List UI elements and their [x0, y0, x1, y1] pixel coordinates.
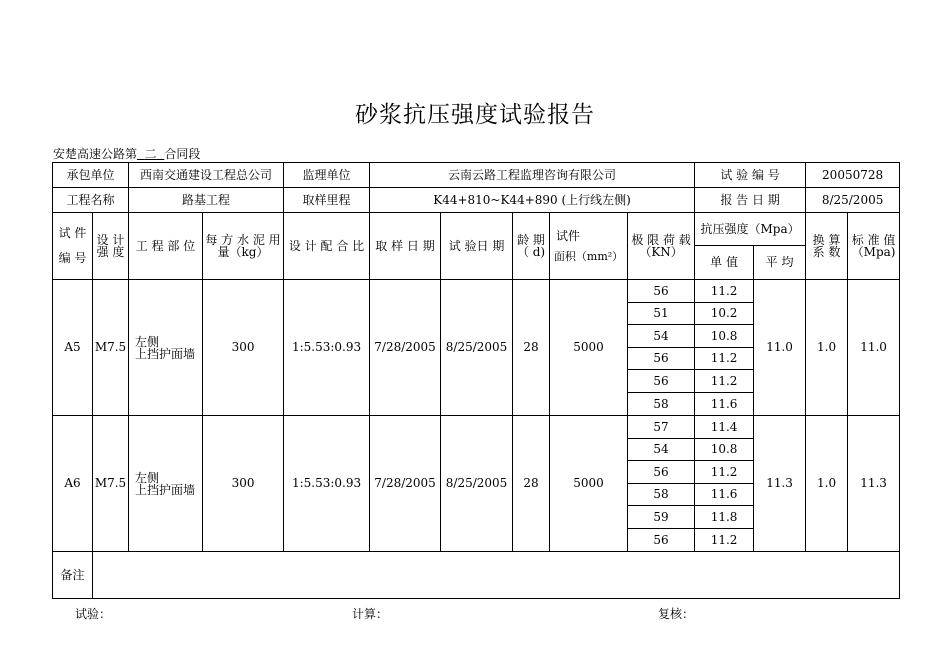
standard-value: 11.3: [848, 416, 900, 552]
average-value: 11.0: [754, 280, 806, 416]
header-specimen-no: [53, 213, 93, 280]
footer-test: 试验：: [75, 607, 112, 621]
test-date: 8/25/2005: [441, 416, 513, 552]
report-title: 砂浆抗压强度试验报告: [355, 102, 595, 128]
single-value: 11.8: [695, 506, 754, 529]
table-row: [53, 416, 900, 439]
project-value: 路基工程: [129, 188, 284, 213]
part-line1: 左侧: [135, 334, 160, 349]
standard-value: 11.0: [848, 280, 900, 416]
load-value: 59: [628, 506, 695, 529]
report-table: [52, 162, 900, 599]
header-average: 平 均: [754, 246, 806, 280]
contractor-value: 西南交通建设工程总公司: [129, 163, 284, 188]
design-grade: M7.5: [93, 416, 129, 552]
load-value: 58: [628, 484, 695, 506]
header-specimen-no-top: 试 件: [58, 226, 87, 240]
single-value: 11.4: [695, 416, 754, 439]
part-line2: 上挡护面墙: [135, 482, 196, 497]
header-standard: 标 准 值（Mpa): [848, 213, 900, 280]
header-single: 单 值: [695, 246, 754, 280]
area-value: 5000: [550, 280, 628, 416]
project-label: 工程名称: [53, 188, 129, 213]
factor-value: 1.0: [806, 416, 848, 552]
load-value: 56: [628, 461, 695, 484]
single-value: 11.2: [695, 280, 754, 303]
load-value: 56: [628, 370, 695, 393]
single-value: 10.8: [695, 325, 754, 348]
sampling-label: 取样里程: [284, 188, 370, 213]
info-row-contractor: [53, 163, 900, 188]
footer-calc: 计算：: [352, 607, 389, 621]
factor-value: 1.0: [806, 280, 848, 416]
specimen-id: A5: [53, 280, 93, 416]
contractor-label: 承包单位: [53, 163, 129, 188]
report-date-value: 8/25/2005: [806, 188, 900, 213]
contract-number: 二: [144, 147, 157, 161]
mix-value: 1:5.53:0.93: [284, 416, 370, 552]
single-value: 11.6: [695, 484, 754, 506]
single-value: 10.8: [695, 439, 754, 461]
header-load: 极 限 荷 载（KN）: [628, 213, 695, 280]
cement-value: 300: [203, 280, 284, 416]
header-strength: 抗压强度（Mpa）: [695, 213, 806, 246]
age-value: 28: [513, 280, 550, 416]
supervisor-value: 云南云路工程监理咨询有限公司: [370, 163, 695, 188]
load-value: 57: [628, 416, 695, 439]
part-line2: 上挡护面墙: [135, 346, 196, 361]
header-design-strength: 设 计 强 度: [93, 213, 129, 280]
load-value: 51: [628, 303, 695, 325]
load-value: 56: [628, 529, 695, 552]
load-value: 58: [628, 393, 695, 416]
load-value: 54: [628, 439, 695, 461]
test-no-value: 20050728: [806, 163, 900, 188]
load-value: 56: [628, 280, 695, 303]
contract-section: [53, 145, 200, 162]
load-value: 54: [628, 325, 695, 348]
load-value: 56: [628, 348, 695, 370]
part-cell: [129, 416, 203, 552]
design-grade: M7.5: [93, 280, 129, 416]
remarks-label: 备注: [53, 552, 93, 599]
remarks-row: [53, 552, 900, 599]
header-cement: 每 方 水 泥 用 量（kg）: [203, 213, 284, 280]
header-mix: 设 计 配 合 比: [284, 213, 370, 280]
header-area-top: 试件: [556, 228, 581, 243]
sampling-value: K44+810~K44+890 (上行线左侧): [370, 188, 695, 213]
age-value: 28: [513, 416, 550, 552]
average-value: 11.3: [754, 416, 806, 552]
header-specimen-no-bottom: 编 号: [58, 251, 87, 265]
mix-value: 1:5.53:0.93: [284, 280, 370, 416]
sample-date: 7/28/2005: [370, 280, 441, 416]
header-part: 工 程 部 位: [129, 213, 203, 280]
single-value: 11.2: [695, 348, 754, 370]
contract-suffix: 合同段: [164, 147, 201, 161]
part-line1: 左侧: [135, 470, 160, 485]
header-area: [550, 213, 628, 280]
header-conversion: 换 算 系 数: [806, 213, 848, 280]
part-cell: [129, 280, 203, 416]
header-sampling-date: 取 样 日 期: [370, 213, 441, 280]
cement-value: 300: [203, 416, 284, 552]
test-no-label: 试 验 编 号: [695, 163, 806, 188]
single-value: 11.2: [695, 461, 754, 484]
report-date-label: 报 告 日 期: [695, 188, 806, 213]
specimen-id: A6: [53, 416, 93, 552]
area-value: 5000: [550, 416, 628, 552]
header-age: 龄 期（ d): [513, 213, 550, 280]
test-date: 8/25/2005: [441, 280, 513, 416]
single-value: 11.2: [695, 370, 754, 393]
header-area-bottom: 面积（mm²）: [553, 249, 624, 263]
table-row: [53, 280, 900, 303]
single-value: 11.2: [695, 529, 754, 552]
contract-prefix: 安楚高速公路第: [53, 147, 138, 161]
header-row-1: [53, 213, 900, 246]
footer-review: 复核：: [658, 607, 695, 621]
info-row-project: [53, 188, 900, 213]
remarks-value: [93, 552, 900, 599]
single-value: 11.6: [695, 393, 754, 416]
supervisor-label: 监理单位: [284, 163, 370, 188]
header-test-date: 试 验日 期: [441, 213, 513, 280]
sample-date: 7/28/2005: [370, 416, 441, 552]
single-value: 10.2: [695, 303, 754, 325]
